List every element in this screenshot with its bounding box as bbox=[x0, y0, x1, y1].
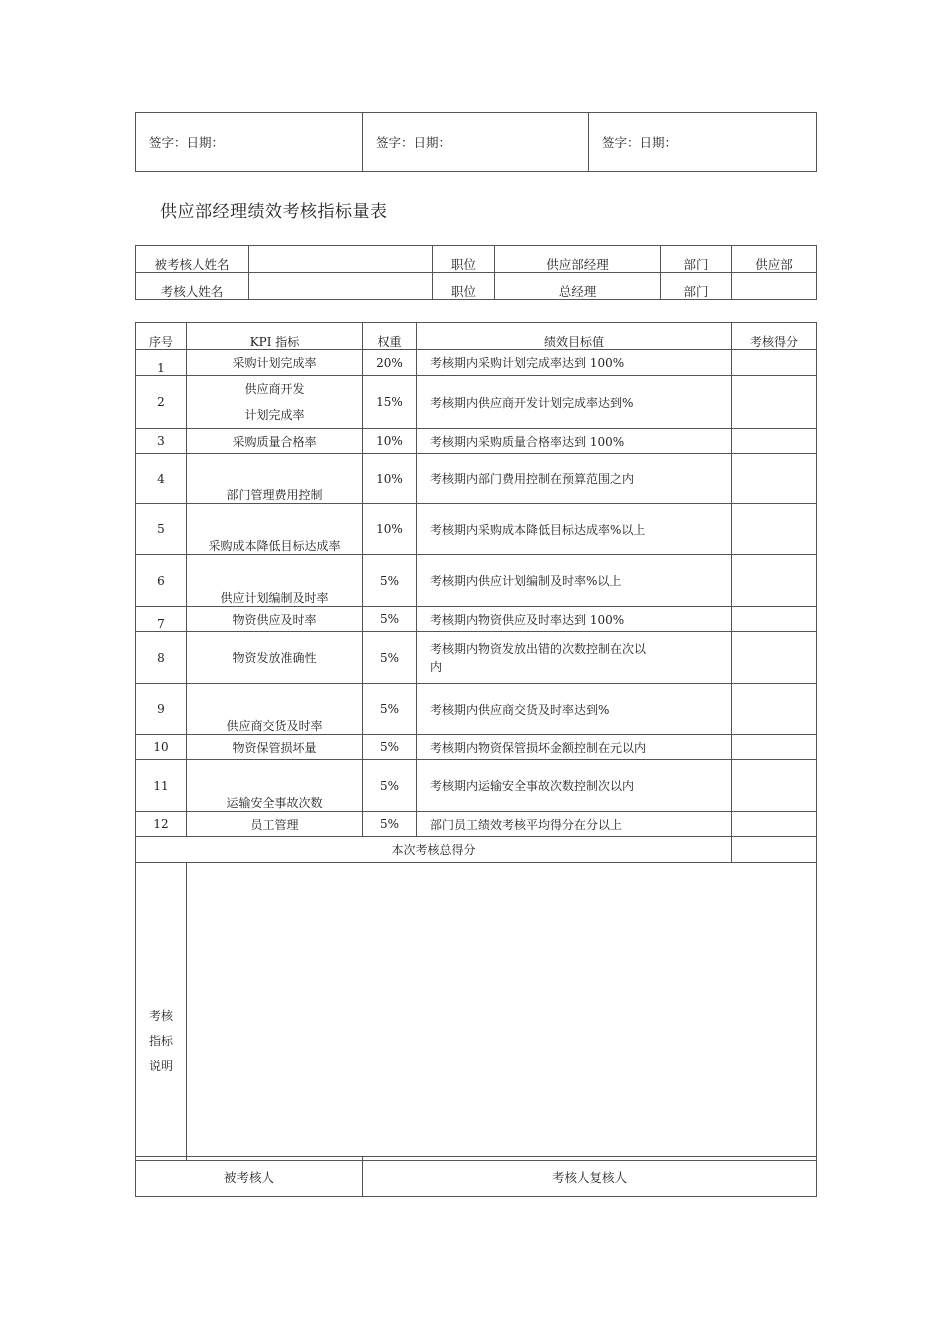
row-kpi: 采购质量合格率 bbox=[187, 429, 363, 454]
row-kpi: 供应商交货及时率 bbox=[187, 684, 363, 735]
assessor-dept-value[interactable] bbox=[732, 273, 817, 300]
row-target: 考核期内采购质量合格率达到 100% bbox=[417, 429, 732, 454]
notes-content-area[interactable] bbox=[187, 863, 817, 1161]
notes-label-line2: 指标 bbox=[148, 1034, 173, 1048]
row-score[interactable] bbox=[732, 812, 817, 837]
row-kpi-line1: 供应商开发 bbox=[244, 382, 305, 396]
header-kpi: KPI 指标 bbox=[187, 323, 363, 350]
table-row bbox=[136, 350, 817, 376]
assessee-position-label: 职位 bbox=[433, 246, 495, 273]
table-row bbox=[136, 812, 817, 837]
row-weight: 5% bbox=[363, 632, 417, 684]
total-score-label: 本次考核总得分 bbox=[136, 837, 732, 863]
row-kpi: 员工管理 bbox=[187, 812, 363, 837]
assessor-name-field[interactable] bbox=[249, 273, 433, 300]
table-row bbox=[136, 607, 817, 632]
row-no: 1 bbox=[136, 350, 187, 376]
row-score[interactable] bbox=[732, 504, 817, 555]
row-no: 5 bbox=[136, 504, 187, 555]
row-score[interactable] bbox=[732, 454, 817, 504]
row-target: 考核期内部门费用控制在预算范围之内 bbox=[417, 454, 732, 504]
table-row bbox=[136, 632, 817, 684]
kpi-header-row bbox=[136, 323, 817, 350]
row-no: 7 bbox=[136, 607, 187, 632]
notes-row bbox=[136, 863, 817, 1161]
row-kpi-line2: 计划完成率 bbox=[244, 408, 305, 422]
row-weight: 10% bbox=[363, 454, 417, 504]
row-score[interactable] bbox=[732, 684, 817, 735]
signature-date-1: 签字：日期： bbox=[136, 113, 363, 172]
signature-date-3: 签字：日期： bbox=[589, 113, 817, 172]
row-weight: 5% bbox=[363, 607, 417, 632]
assessor-dept-label: 部门 bbox=[661, 273, 732, 300]
assessee-sign-label: 被考核人 bbox=[136, 1157, 363, 1197]
reviewer-sign-label: 考核人复核人 bbox=[363, 1157, 817, 1197]
notes-label-line1: 考核 bbox=[148, 1009, 173, 1023]
assessor-position-label: 职位 bbox=[433, 273, 495, 300]
header-score: 考核得分 bbox=[732, 323, 817, 350]
notes-label bbox=[136, 863, 187, 1161]
assessee-position-value: 供应部经理 bbox=[495, 246, 661, 273]
row-target: 考核期内物资供应及时率达到 100% bbox=[417, 607, 732, 632]
row-no: 4 bbox=[136, 454, 187, 504]
row-weight: 5% bbox=[363, 735, 417, 760]
assessor-row bbox=[136, 273, 817, 300]
row-score[interactable] bbox=[732, 735, 817, 760]
table-row bbox=[136, 735, 817, 760]
row-weight: 15% bbox=[363, 376, 417, 429]
row-score[interactable] bbox=[732, 632, 817, 684]
row-no: 10 bbox=[136, 735, 187, 760]
row-target: 考核期内供应计划编制及时率%以上 bbox=[417, 555, 732, 607]
table-row bbox=[136, 376, 817, 429]
page-title: 供应部经理绩效考核指标量表 bbox=[160, 202, 388, 222]
row-kpi: 采购计划完成率 bbox=[187, 350, 363, 376]
row-target: 考核期内供应商开发计划完成率达到% bbox=[417, 376, 732, 429]
row-weight: 20% bbox=[363, 350, 417, 376]
row-score[interactable] bbox=[732, 429, 817, 454]
row-no: 2 bbox=[136, 376, 187, 429]
row-weight: 5% bbox=[363, 760, 417, 812]
row-weight: 10% bbox=[363, 429, 417, 454]
table-row bbox=[136, 684, 817, 735]
table-row bbox=[136, 429, 817, 454]
assessee-name-label: 被考核人姓名 bbox=[136, 246, 249, 273]
row-no: 6 bbox=[136, 555, 187, 607]
row-kpi: 物资供应及时率 bbox=[187, 607, 363, 632]
row-no: 11 bbox=[136, 760, 187, 812]
signature-date-2: 签字：日期： bbox=[363, 113, 589, 172]
row-kpi: 运输安全事故次数 bbox=[187, 760, 363, 812]
header-target: 绩效目标值 bbox=[417, 323, 732, 350]
kpi-table bbox=[135, 322, 817, 1161]
table-row bbox=[136, 454, 817, 504]
row-weight: 5% bbox=[363, 812, 417, 837]
row-target bbox=[417, 632, 732, 684]
info-table bbox=[135, 245, 817, 300]
row-target-line2: 内 bbox=[430, 659, 443, 674]
row-kpi bbox=[187, 376, 363, 429]
assessee-row bbox=[136, 246, 817, 273]
row-score[interactable] bbox=[732, 350, 817, 376]
row-no: 12 bbox=[136, 812, 187, 837]
assessor-name-label: 考核人姓名 bbox=[136, 273, 249, 300]
row-target: 部门员工绩效考核平均得分在分以上 bbox=[417, 812, 732, 837]
row-kpi: 物资保管损坏量 bbox=[187, 735, 363, 760]
row-kpi: 部门管理费用控制 bbox=[187, 454, 363, 504]
total-score-value[interactable] bbox=[732, 837, 817, 863]
row-kpi: 采购成本降低目标达成率 bbox=[187, 504, 363, 555]
row-target: 考核期内采购成本降低目标达成率%以上 bbox=[417, 504, 732, 555]
row-weight: 5% bbox=[363, 684, 417, 735]
row-weight: 10% bbox=[363, 504, 417, 555]
header-no: 序号 bbox=[136, 323, 187, 350]
row-target: 考核期内供应商交货及时率达到% bbox=[417, 684, 732, 735]
row-weight: 5% bbox=[363, 555, 417, 607]
header-weight: 权重 bbox=[363, 323, 417, 350]
table-row bbox=[136, 555, 817, 607]
row-kpi: 物资发放准确性 bbox=[187, 632, 363, 684]
row-no: 3 bbox=[136, 429, 187, 454]
row-kpi: 供应计划编制及时率 bbox=[187, 555, 363, 607]
row-no: 9 bbox=[136, 684, 187, 735]
table-row bbox=[136, 504, 817, 555]
row-score[interactable] bbox=[732, 607, 817, 632]
assessee-dept-value: 供应部 bbox=[732, 246, 817, 273]
row-score[interactable] bbox=[732, 555, 817, 607]
row-target: 考核期内采购计划完成率达到 100% bbox=[417, 350, 732, 376]
row-no: 8 bbox=[136, 632, 187, 684]
table-row bbox=[136, 760, 817, 812]
total-row bbox=[136, 837, 817, 863]
row-target: 考核期内运输安全事故次数控制次以内 bbox=[417, 760, 732, 812]
notes-label-line3: 说明 bbox=[148, 1059, 173, 1073]
footer-table bbox=[135, 1156, 817, 1197]
assessee-name-field[interactable] bbox=[249, 246, 433, 273]
row-target: 考核期内物资保管损坏金额控制在元以内 bbox=[417, 735, 732, 760]
signature-table bbox=[135, 112, 817, 172]
row-score[interactable] bbox=[732, 760, 817, 812]
row-score[interactable] bbox=[732, 376, 817, 429]
row-target-line1: 考核期内物资发放出错的次数控制在次以 bbox=[430, 641, 647, 656]
assessee-dept-label: 部门 bbox=[661, 246, 732, 273]
assessor-position-value: 总经理 bbox=[495, 273, 661, 300]
